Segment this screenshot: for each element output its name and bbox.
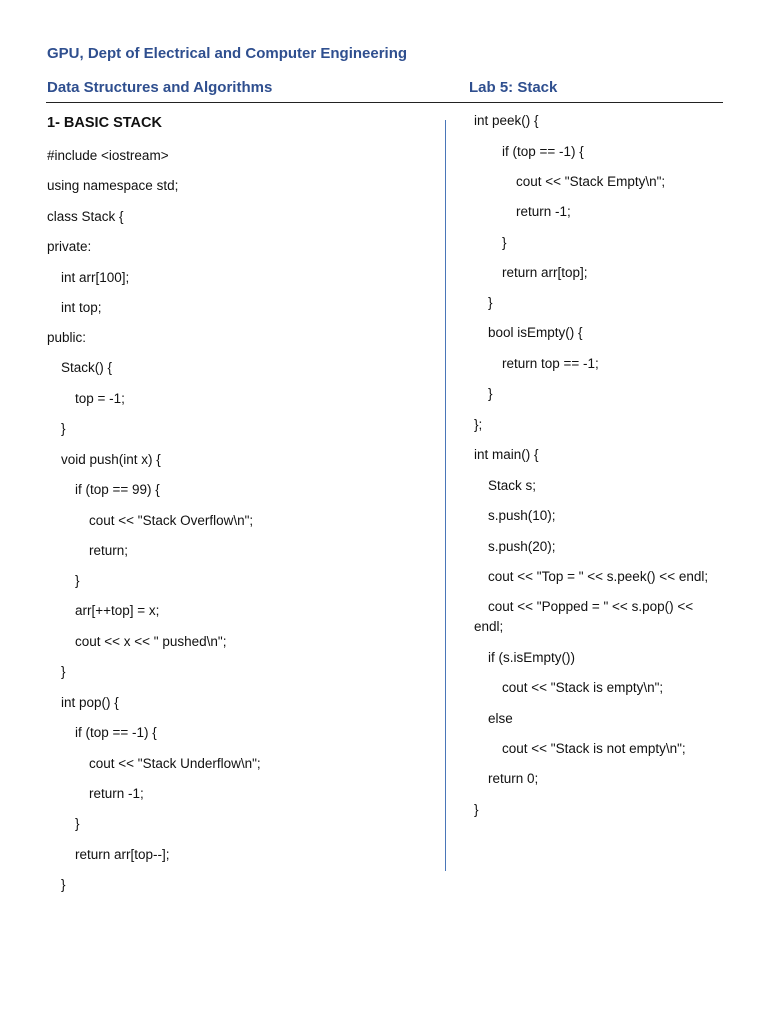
code-line: cout << "Top = " << s.peek() << endl;	[488, 569, 709, 584]
code-line: else	[488, 711, 513, 726]
code-line: private:	[47, 239, 92, 254]
header-course: Data Structures and Algorithms	[47, 79, 273, 96]
code-line: }	[75, 816, 80, 831]
code-line: using namespace std;	[47, 178, 179, 193]
code-line: #include <iostream>	[47, 148, 169, 163]
code-line: }	[61, 877, 66, 892]
code-line: cout << "Stack is not empty\n";	[502, 741, 686, 756]
code-line: }	[488, 295, 493, 310]
code-line: if (top == 99) {	[75, 482, 160, 497]
code-line: if (s.isEmpty())	[488, 650, 575, 665]
code-line: int main() {	[474, 447, 539, 462]
code-line: return 0;	[488, 771, 539, 786]
code-line: Stack s;	[488, 478, 537, 493]
code-line: return arr[top];	[502, 265, 588, 280]
code-line: if (top == -1) {	[502, 144, 584, 159]
code-line: }	[474, 802, 479, 817]
header-rule	[46, 102, 723, 103]
code-line: return arr[top--];	[75, 847, 170, 862]
code-line: if (top == -1) {	[75, 725, 157, 740]
code-line: cout << "Stack Underflow\n";	[89, 756, 261, 771]
code-line: arr[++top] = x;	[75, 603, 160, 618]
code-line: cout << "Stack Empty\n";	[516, 174, 666, 189]
code-line: }	[61, 421, 66, 436]
code-line: cout << "Popped = " << s.pop() <<	[488, 599, 694, 614]
header-lab: Lab 5: Stack	[469, 79, 558, 96]
code-line: endl;	[474, 619, 504, 634]
code-line: top = -1;	[75, 391, 125, 406]
code-line: bool isEmpty() {	[488, 325, 583, 340]
code-line: class Stack {	[47, 209, 124, 224]
code-line: return -1;	[516, 204, 571, 219]
section-title: 1- BASIC STACK	[47, 115, 162, 131]
code-line: cout << x << " pushed\n";	[75, 634, 227, 649]
code-line: return -1;	[89, 786, 144, 801]
code-line: int peek() {	[474, 113, 539, 128]
column-divider	[445, 120, 446, 871]
code-line: }	[61, 664, 66, 679]
code-line: public:	[47, 330, 87, 345]
code-line: cout << "Stack Overflow\n";	[89, 513, 254, 528]
code-line: s.push(20);	[488, 539, 556, 554]
code-line: Stack() {	[61, 360, 113, 375]
code-line: cout << "Stack is empty\n";	[502, 680, 664, 695]
code-line: return top == -1;	[502, 356, 599, 371]
header-institution: GPU, Dept of Electrical and Computer Engineering	[47, 45, 408, 62]
code-line: s.push(10);	[488, 508, 556, 523]
code-line: return;	[89, 543, 129, 558]
code-line: };	[474, 417, 483, 432]
code-line: }	[488, 386, 493, 401]
code-line: int arr[100];	[61, 270, 130, 285]
code-line: void push(int x) {	[61, 452, 161, 467]
code-line: int top;	[61, 300, 102, 315]
code-line: }	[502, 235, 507, 250]
code-line: int pop() {	[61, 695, 119, 710]
code-line: }	[75, 573, 80, 588]
